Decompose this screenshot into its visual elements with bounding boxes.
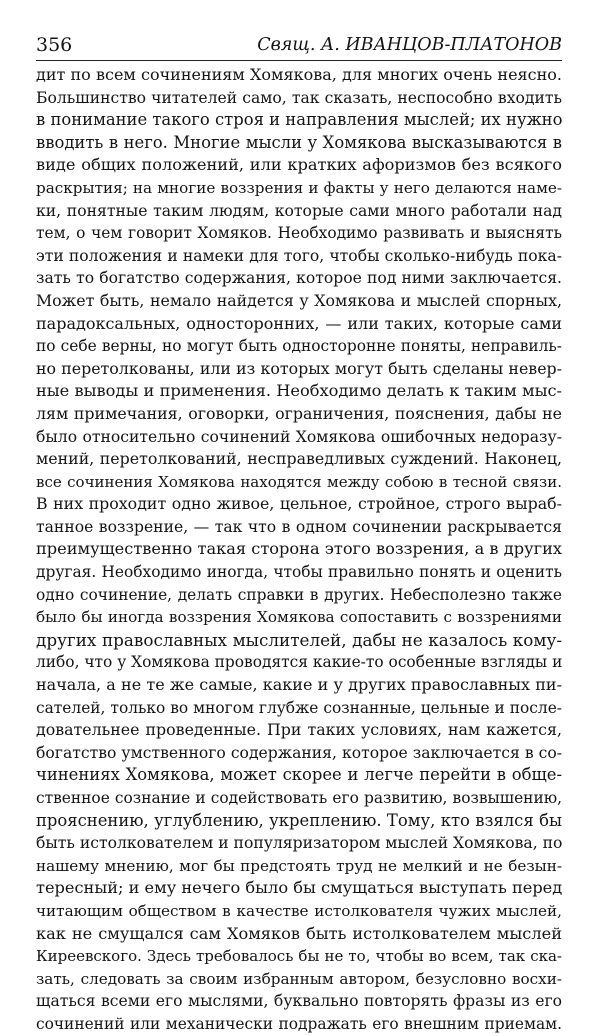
text-line: ственное сознание и содействовать его развитию, возвышению, — [36, 789, 562, 807]
text-line: по себе верны, но могут быть односторонне поняты, неправиль- — [36, 337, 562, 356]
text-line: лям примечания, оговорки, ограничения, пояснения, дабы не — [36, 403, 562, 423]
text-line: но перетолкованы, или из которых могут быть сделаны невер- — [36, 358, 562, 378]
text-line: начала, а не те же самые, какие и у других православных пи- — [36, 675, 562, 695]
text-line: раскрытия; на многие воззрения и факты у него делаются наме- — [36, 178, 562, 197]
text-line: танное воззрение, — так что в одном сочинении раскрывается — [36, 517, 562, 536]
text-line: парадоксальных, односторонних, — или таких, которые сами — [36, 313, 562, 333]
text-line: ные выводы и применения. Необходимо делать к таким мыс- — [36, 381, 562, 401]
text-line: других православных мыслителей, дабы не казалось кому- — [36, 629, 562, 650]
text-line: другая. Необходимо иногда, чтобы правильно понять и оценить — [36, 563, 562, 582]
book-page — [36, 0, 562, 1033]
running-head: Свящ. А. ИВАНЦОВ-ПЛАТОНОВ — [257, 35, 562, 55]
text-line: В них проходит одно живое, цельное, стройное, строго выраб- — [36, 494, 562, 514]
text-line: щаться всеми его мыслями, буквально повторять фразы из его — [36, 992, 562, 1011]
text-line: нашему мнению, мог бы предстоять труд не мелкий и не безын- — [36, 856, 562, 875]
text-line: все сочинения Хомякова находятся между собою в тесной связи. — [36, 472, 562, 491]
text-line: Киреевского. Здесь требовалось бы не то, чтобы во всем, так ска- — [36, 947, 562, 966]
text-line: ки, понятные таким людям, которые сами много работали над — [36, 201, 562, 220]
text-line: мений, перетолкований, несправедливых суждений. Наконец, — [36, 449, 562, 469]
text-line: Большинство читателей само, так сказать, неспособно входить — [36, 88, 562, 107]
text-line: читающим обществом в качестве истолкователя чужих мыслей, — [36, 901, 562, 920]
text-line: было относительно сочинений Хомякова ошибочных недоразу- — [36, 427, 562, 446]
text-line: виде общих положений, или кратких афоризмов без всякого — [36, 155, 562, 175]
text-line: зать то богатство содержания, которое под ними заключается. — [36, 269, 562, 288]
body-text — [36, 64, 562, 1036]
text-line: чинениях Хомякова, может скорее и легче перейти в обще- — [36, 765, 562, 785]
text-line: сателей, только во многом глубже сознанные, цельные и после- — [36, 698, 562, 717]
text-line: сочинений или механически подражать его внешним приемам. — [36, 1014, 562, 1033]
header-rule — [36, 60, 562, 61]
text-line: эти положения и намеки для того, чтобы сколько-нибудь пока- — [36, 246, 562, 265]
text-line: прояснению, углублению, укреплению. Тому, кто взялся бы — [36, 810, 562, 830]
text-line: быть истолкователем и популяризатором мыслей Хомякова, по — [36, 834, 562, 853]
text-line: тем, о чем говорит Хомяков. Необходимо развивать и выяснять — [36, 224, 562, 243]
text-line: Может быть, немало найдется у Хомякова и мыслей спорных, — [36, 290, 562, 310]
text-line: тересный; и ему нечего было бы смущаться выступать перед — [36, 878, 562, 898]
text-line: довательнее проведенные. При таких условиях, нам кажется, — [36, 720, 562, 740]
text-line: зать, следовать за своим избранным автором, безусловно восхи- — [36, 969, 562, 988]
page-header — [36, 34, 562, 56]
text-line: одно сочинение, делать справки в других. Небесполезно также — [36, 585, 562, 604]
text-line: преимущественно такая сторона этого воззрения, а в других — [36, 539, 562, 559]
text-line: дит по всем сочинениям Хомякова, для многих очень неясно. — [36, 65, 562, 84]
text-line: в понимание такого строя и направления мыслей; их нужно — [36, 110, 562, 130]
text-line: богатство умственного содержания, которое заключается в со- — [36, 743, 562, 762]
text-line: либо, что у Хомякова проводятся какие-то особенные взгляды и — [36, 653, 562, 672]
text-line: как не смущался сам Хомяков быть истолкователем мыслей — [36, 923, 562, 943]
text-line: было бы иногда воззрения Хомякова сопоставить с воззрениями — [36, 608, 562, 627]
page-number: 356 — [36, 34, 73, 56]
text-line: вводить в него. Многие мысли у Хомякова высказываются в — [36, 132, 562, 152]
